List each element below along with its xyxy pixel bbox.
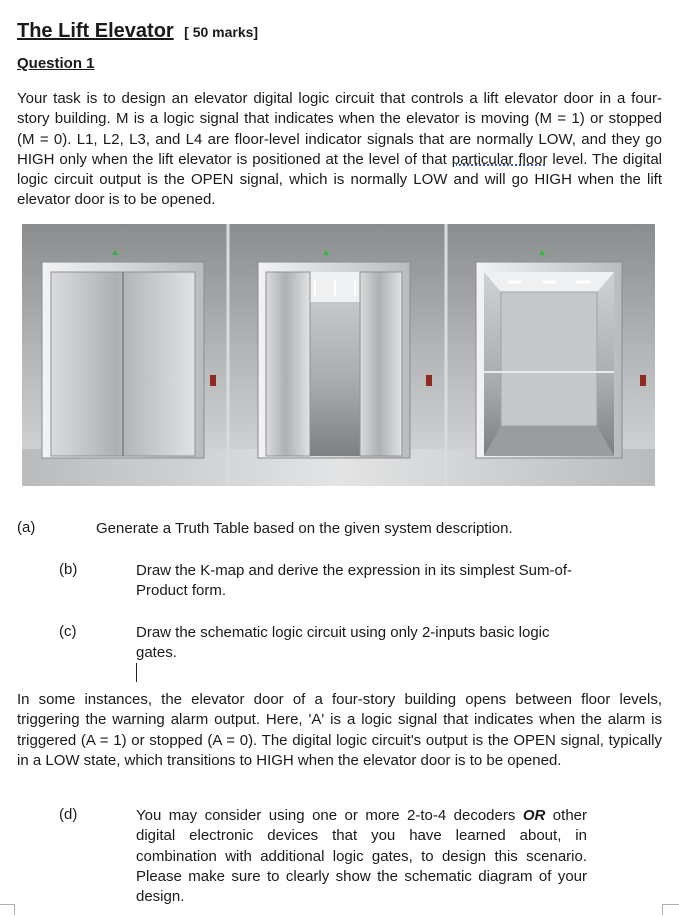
intro-text-start: Your task is to design an elevator digital logic circuit that controls a lift elevator door in a four-story building. M is a logic signal that indicates when the elevator is moving (M = 1) or stopped (M = 0). L1, L2, L3, and L4 are floor-level indicator signals that are normally LOW, and they go HIGH only when the lift elevator is positioned at the level of that <box>17 90 662 168</box>
part-d-text-end: other digital electronic devices that you have learned about, in combination with additional logic gates, to design this scenario. Please make sure to clearly show the schematic diagram of your design. <box>136 807 587 906</box>
part-a-label: (a) <box>17 519 36 536</box>
part-d-label: (d) <box>59 806 78 823</box>
text-cursor <box>136 663 137 682</box>
part-d-text <box>136 806 587 907</box>
part-c-text: Draw the schematic logic circuit using only 2-inputs basic logic gates. <box>136 624 550 662</box>
intro-text-flagged: particular floor <box>451 150 548 168</box>
elevator-open <box>476 250 646 458</box>
part-b-text: Draw the K-map and derive the expression in its simplest Sum-of-Product form. <box>136 562 573 600</box>
call-button-icon <box>640 375 646 386</box>
part-d-emphasis: OR <box>522 807 546 824</box>
call-button-icon <box>210 375 216 386</box>
marks-label: [ 50 marks] <box>184 24 259 40</box>
crop-mark-left <box>0 904 15 915</box>
question-intro <box>17 89 662 211</box>
part-a-text: Generate a Truth Table based on the given system description. <box>96 520 513 537</box>
intro-text-end: level. The digital logic circuit output is the OPEN signal, which is normally LOW and will go HIGH when the lift elevator door is to be opened. <box>17 150 662 209</box>
scenario-paragraph: In some instances, the elevator door of a four-story building opens between floor levels, triggering the warning alarm output. Here, 'A' is a logic signal that indicates when the alarm is triggered (A = 1) or stopped (A = 0). The digital logic circuit's output is the OPEN signal, typically in a LOW state, which transitions to HIGH when the elevator door is to be opened. <box>17 691 662 769</box>
title-line <box>17 20 258 43</box>
question-heading: Question 1 <box>17 55 95 72</box>
part-d-text-start: You may consider using one or more 2-to-4 decoders <box>136 807 523 824</box>
part-b-label: (b) <box>59 561 78 578</box>
page-title: The Lift Elevator <box>17 20 174 42</box>
call-button-icon <box>426 375 432 386</box>
crop-mark-right <box>662 904 679 915</box>
part-c-label: (c) <box>59 623 77 640</box>
elevator-photo <box>22 224 655 486</box>
elevator-closed <box>42 250 216 458</box>
elevator-half-open <box>258 250 432 458</box>
